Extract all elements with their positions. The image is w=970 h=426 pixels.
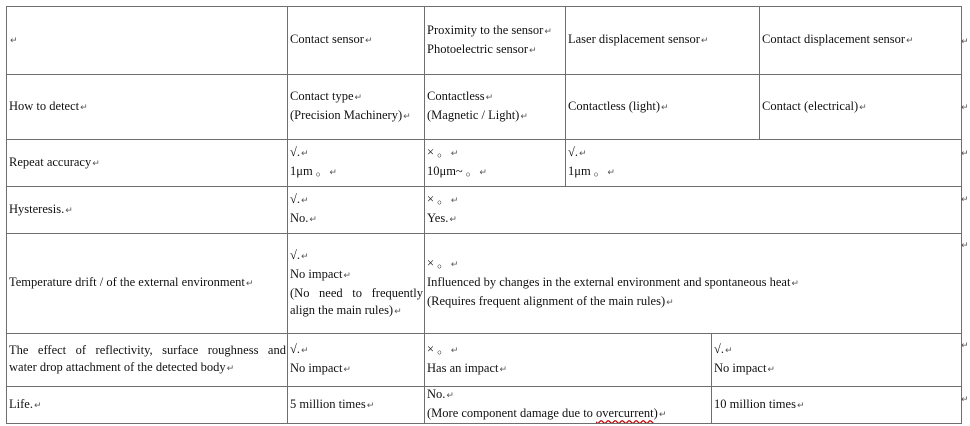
- repeat-accuracy-proximity: × 。↵ 10μm~ 。↵: [424, 139, 566, 187]
- row-label-hysteresis: Hysteresis.↵: [6, 186, 288, 234]
- temperature-drift-others: × 。↵ Influenced by changes in the external environment and spontaneous heat↵ (Requires frequent alignment of the main rules)↵: [424, 233, 962, 334]
- row-end-mark: ↵: [961, 195, 969, 205]
- life-contact: 5 million times↵: [287, 386, 425, 424]
- repeat-accuracy-laser-and-contact-displacement: √.↵ 1μm 。↵: [565, 139, 962, 187]
- header-label: Photoelectric sensor: [427, 41, 529, 56]
- how-to-detect-laser: Contactless (light)↵: [565, 74, 760, 140]
- row-end-mark: ↵: [961, 37, 969, 47]
- header-label: Laser displacement sensor: [568, 32, 700, 46]
- hysteresis-contact: √.↵ No.↵: [287, 186, 425, 234]
- how-to-detect-contact: Contact type↵ (Precision Machinery)↵: [287, 74, 425, 140]
- row-end-mark: ↵: [961, 103, 969, 113]
- check-mark: √.: [290, 342, 300, 356]
- header-proximity-photoelectric: Proximity to the sensor↵ Photoelectric sensor↵: [424, 6, 566, 75]
- how-to-detect-contact-displacement: Contact (electrical)↵: [759, 74, 962, 140]
- row-label-temperature-drift: Temperature drift / of the external environment↵: [6, 233, 288, 334]
- check-mark: √.: [290, 247, 300, 262]
- header-label: Contact sensor: [290, 32, 364, 46]
- check-mark: √.: [290, 145, 300, 159]
- check-mark: √.: [568, 145, 578, 159]
- how-to-detect-proximity: Contactless↵ (Magnetic / Light)↵: [424, 74, 566, 140]
- temperature-drift-contact: √.↵ No impact↵ (No need to frequently align the main rules)↵: [287, 233, 425, 334]
- row-label-repeat-accuracy: Repeat accuracy↵: [6, 139, 288, 187]
- row-end-mark: ↵: [961, 395, 969, 405]
- cross-mark: × 。: [427, 256, 450, 270]
- header-contact-sensor: Contact sensor↵: [287, 6, 425, 75]
- row-label-life: Life.↵: [6, 386, 288, 424]
- life-middle: No.↵ (More component damage due to overcurrent)↵: [424, 386, 712, 424]
- reflectivity-contact: √.↵ No impact↵: [287, 333, 425, 387]
- reflectivity-right: √.↵ No impact↵: [711, 333, 962, 387]
- cross-mark: × 。: [427, 192, 450, 206]
- cross-mark: × 。: [427, 145, 450, 159]
- spellcheck-underline: overcurrent: [596, 406, 654, 420]
- reflectivity-middle: × 。↵ Has an impact↵: [424, 333, 712, 387]
- header-contact-displacement: Contact displacement sensor↵: [759, 6, 962, 75]
- row-end-mark: ↵: [961, 149, 969, 159]
- hysteresis-others: × 。↵ Yes.↵: [424, 186, 962, 234]
- paragraph-mark: ↵: [10, 36, 18, 46]
- row-label-how-to-detect: How to detect↵: [6, 74, 288, 140]
- header-label: Proximity to the sensor: [427, 22, 544, 37]
- row-label-reflectivity: The effect of reflectivity, surface roughness and water drop attachment of the detected body↵: [6, 333, 288, 387]
- life-right: 10 million times↵: [711, 386, 962, 424]
- cross-mark: × 。: [427, 342, 450, 356]
- header-blank: [6, 6, 288, 75]
- check-mark: √.: [290, 192, 300, 206]
- repeat-accuracy-contact: √.↵ 1μm 。↵: [287, 139, 425, 187]
- row-end-mark: ↵: [961, 241, 969, 251]
- header-label: Contact displacement sensor: [762, 32, 906, 46]
- check-mark: √.: [714, 342, 724, 356]
- header-laser-displacement: Laser displacement sensor↵: [565, 6, 760, 75]
- row-end-mark: ↵: [961, 341, 969, 351]
